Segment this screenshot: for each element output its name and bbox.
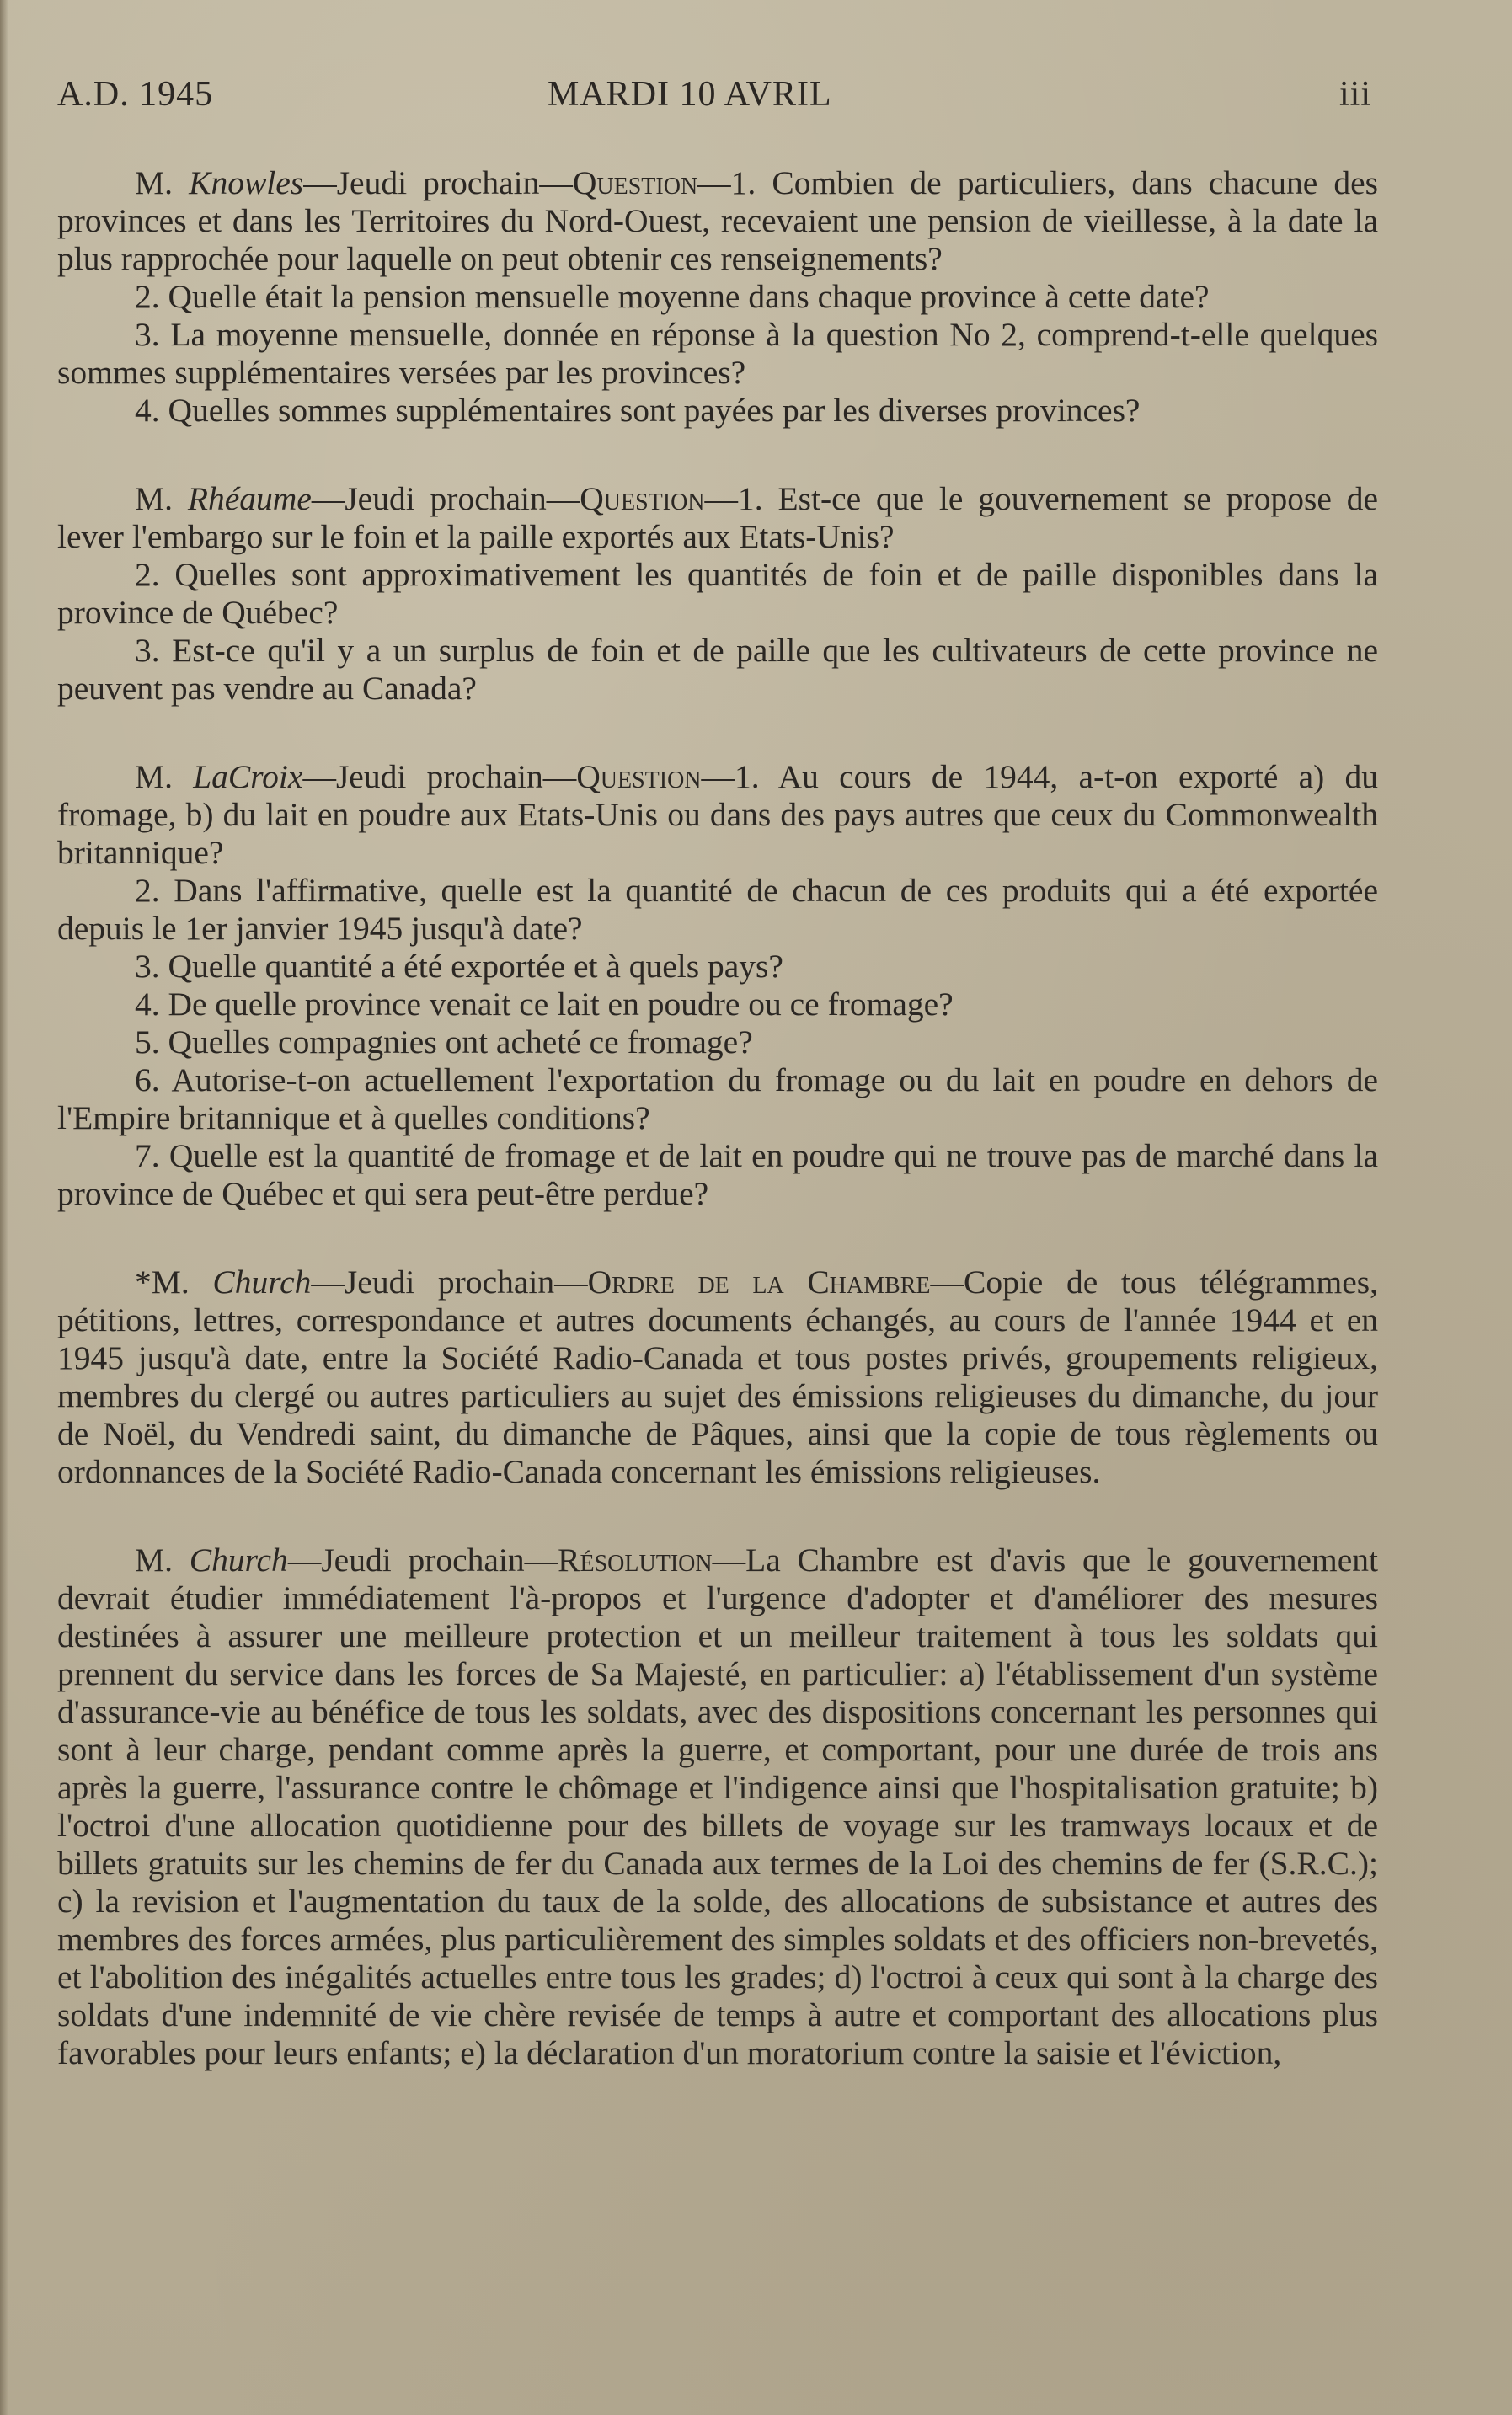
entry-prefix: *M.: [135, 1264, 213, 1301]
question-item: 2. Dans l'affirmative, quelle est la quantité de chacun de ces produits qui a été exportée depuis le 1er janvier 1945 jusqu'à date?: [57, 872, 1378, 947]
question-item: 4. De quelle province venait ce lait en poudre ou ce fromage?: [135, 986, 954, 1023]
question-item: 4. Quelles sommes supplémentaires sont payées par les diverses provinces?: [135, 392, 1141, 429]
header-year: A.D. 1945: [57, 75, 214, 114]
entry-prefix: M.: [135, 1541, 190, 1579]
member-name: Church: [212, 1264, 312, 1301]
entry-lacroix-question: [57, 758, 1378, 1213]
entry-lead-text: —1. Combien de particuliers, dans chacune des provinces et dans les Territoires du Nord-Ouest, recevaient une pension de vieillesse, à la date la plus rapprochée pour laquelle on peut obtenir ces renseignements?: [57, 164, 1379, 277]
running-header: [57, 74, 1371, 125]
question-item: 6. Autorise-t-on actuellement l'exportation du fromage ou du lait en poudre en dehors de l'Empire britannique et à quelles conditions?: [57, 1061, 1378, 1136]
entry-church-resolution: [57, 1541, 1378, 2072]
header-page-number: iii: [1338, 75, 1371, 114]
entry-lead-text: —La Chambre est d'avis que le gouvernement devrait étudier immédiatement l'à-propos et l'urgence d'adopter et d'améliorer des mesures destinées à assurer une meilleure protection et un meilleur traitement à tous les soldats qui prennent du service dans les forces de Sa Majesté, en particulier: a) l'établissement d'un système d'assurance-vie au bénéfice de tous les soldats, avec des dispositions concernant les personnes qui sont à leur charge, pendant comme après la guerre, et comportant, pour une durée de trois ans après la guerre, l'assurance contre le chômage et l'indigence ainsi que l'hospitalisation gratuite; b) l'octroi d'une allocation quotidienne pour des billets de voyage sur les tramways locaux et de billets gratuits sur les chemins de fer du Canada aux termes de la Loi des chemins de fer (S.R.C.); c) la revision et l'augmentation du taux de la solde, des allocations de subsistance et autres des membres des forces armées, plus particulièrement des simples soldats et des officiers non-brevetés, et l'abolition des inégalités actuelles entre tous les grades; d) l'octroi à ceux qui sont à la charge des soldats d'une indemnité de vie chère revisée de temps à autre et comportant des allocations plus favorables pour leurs enfants; e) la déclaration d'un moratorium contre la saisie et l'éviction,: [57, 1541, 1378, 2071]
entry-lead-text: —1. Au cours de 1944, a-t-on exporté a) du fromage, b) du lait en poudre aux Etats-Unis ou dans des pays autres que ceux du Commonwealth britannique?: [57, 758, 1378, 871]
header-date: MARDI 10 AVRIL: [548, 75, 832, 114]
question-item: 2. Quelles sont approximativement les quantités de foin et de paille disponibles dans la province de Québec?: [57, 556, 1378, 631]
question-item: 3. La moyenne mensuelle, donnée en réponse à la question No 2, comprend-t-elle quelques sommes supplémentaires versées par les provinces?: [57, 316, 1378, 391]
entry-kind: Question: [572, 164, 698, 201]
member-name: LaCroix: [193, 758, 303, 795]
entry-prefix: M.: [135, 758, 194, 795]
entry-lead-paragraph: [57, 1541, 1378, 2072]
entry-kind: Résolution: [558, 1541, 713, 1579]
entry-kind: Question: [576, 758, 702, 795]
entry-when: —Jeudi prochain—: [311, 1264, 588, 1301]
entry-when: —Jeudi prochain—: [302, 758, 577, 795]
page-spine-shadow: [0, 0, 8, 2415]
entry-prefix: M.: [135, 164, 190, 201]
entry-knowles-question: [57, 164, 1378, 430]
question-item: 3. Quelle quantité a été exportée et à quels pays?: [135, 948, 783, 985]
entry-lead-paragraph: [57, 758, 1378, 872]
member-name: Rhéaume: [187, 480, 312, 517]
question-item: 2. Quelle était la pension mensuelle moyenne dans chaque province à cette date?: [135, 278, 1210, 315]
member-name: Knowles: [189, 164, 304, 201]
entry-church-order: [57, 1264, 1378, 1491]
notice-paper-body: [57, 164, 1378, 2123]
entry-lead-paragraph: [57, 1264, 1378, 1491]
entry-lead-paragraph: [57, 164, 1378, 278]
member-name: Church: [189, 1541, 288, 1579]
entry-lead-paragraph: [57, 480, 1378, 556]
entry-prefix: M.: [135, 480, 188, 517]
entry-lead-text: —1. Est-ce que le gouvernement se propose de lever l'embargo sur le foin et la paille exportés aux Etats-Unis?: [57, 480, 1378, 555]
entry-kind: Question: [580, 480, 705, 517]
question-item: 7. Quelle est la quantité de fromage et de lait en poudre qui ne trouve pas de marché dans la province de Québec et qui sera peut-être perdue?: [57, 1137, 1378, 1212]
entry-rheaume-question: [57, 480, 1378, 708]
question-item: 3. Est-ce qu'il y a un surplus de foin et de paille que les cultivateurs de cette province ne peuvent pas vendre au Canada?: [57, 632, 1378, 707]
entry-lead-text: —Copie de tous télégrammes, pétitions, lettres, correspondance et autres documents échangés, au cours de l'année 1944 et en 1945 jusqu'à date, entre la Société Radio-Canada et tous postes privés, groupements religieux, membres du clergé ou autres particuliers au sujet des émissions religieuses du dimanche, du jour de Noël, du Vendredi saint, du dimanche de Pâques, ainsi que la copie de tous règlements ou ordonnances de la Société Radio-Canada concernant les émissions religieuses.: [57, 1264, 1378, 1490]
entry-when: —Jeudi prochain—: [287, 1541, 558, 1579]
entry-when: —Jeudi prochain—: [303, 164, 573, 201]
entry-when: —Jeudi prochain—: [311, 480, 580, 517]
question-item: 5. Quelles compagnies ont acheté ce fromage?: [135, 1023, 753, 1061]
entry-kind: Ordre de la Chambre: [587, 1264, 931, 1301]
